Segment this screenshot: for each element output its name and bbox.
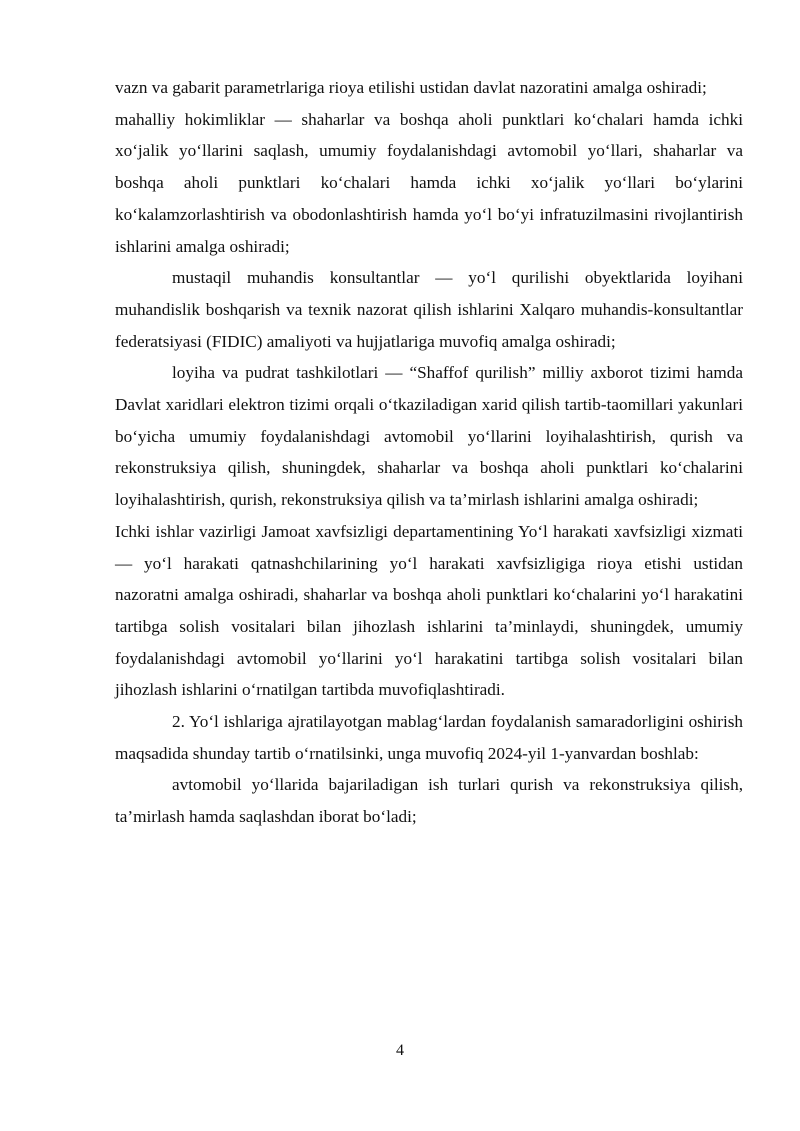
page-number: 4 — [396, 1042, 404, 1059]
paragraph-konsultantlar: mustaqil muhandis konsultantlar — yo‘l qurilishi obyektlarida loyihani muhandislik boshqarish va texnik nazorat qilish ishlarini Xalqaro muhandis-konsultantlar federatsiyasi (FIDIC) amaliyoti va hujjatlariga muvofiq amalga oshiradi; — [115, 268, 743, 351]
paragraph-hokimliklar: mahalliy hokimliklar — shaharlar va boshqa aholi punktlari ko‘chalari hamda ichki xo‘jalik yo‘llarini saqlash, umumiy foydalanishdagi avtomobil yo‘llari, shaharlar va boshqa aholi punktlari ko‘chalari hamda ichki xo‘jalik yo‘llari bo‘ylarini ko‘kalamzorlashtirish va obodonlashtirish hamda yo‘l bo‘yi infratuzilmasini rivojlantirish ishlarini amalga oshiradi; — [115, 109, 743, 256]
paragraph-ish-turlari: avtomobil yo‘llarida bajariladigan ish turlari qurish va rekonstruksiya qilish, ta’mirlash hamda saqlashdan iborat bo‘ladi; — [115, 775, 743, 827]
paragraph-pudrat: loyiha va pudrat tashkilotlari — “Shaffof qurilish” milliy axborot tizimi hamda Davlat xaridlari elektron tizimi orqali o‘tkaziladigan xarid qilish tartib-taomillari yakunlari bo‘yicha umumiy foydalanishdagi avtomobil yo‘llarini loyihalashtirish, qurish va rekonstruksiya qilish, shuningdek, shaharlar va boshqa aholi punktlari ko‘chalarini loyihalashtirish, qurish, rekonstruksiya qilish va ta’mirlash ishlarini amalga oshiradi; — [115, 363, 743, 510]
paragraph-ichki-ishlar: Ichki ishlar vazirligi Jamoat xavfsizligi departamentining Yo‘l harakati xavfsizligi xizmati — yo‘l harakati qatnashchilarining yo‘l harakati xavfsizligiga rioya etishi ustidan nazoratni amalga oshiradi, shaharlar va boshqa aholi punktlari ko‘chalarini yo‘l harakatini tartibga solish vositalari bilan jihozlash ishlarini ta’minlaydi, shuningdek, umumiy foydalanishdagi avtomobil yo‘llarini yo‘l harakatini tartibga solish vositalari bilan jihozlash ishlarini o‘rnatilgan tartibda muvofiqlashtiradi. — [115, 521, 743, 700]
document-page — [115, 72, 743, 833]
paragraph-vazn: vazn va gabarit parametrlariga rioya etilishi ustidan davlat nazoratini amalga oshiradi; — [115, 78, 707, 97]
paragraph-section-2: 2. Yo‘l ishlariga ajratilayotgan mablag‘lardan foydalanish samaradorligini oshirish maqsadida shunday tartib o‘rnatilsinki, unga muvofiq 2024-yil 1-yanvardan boshlab: — [115, 712, 743, 763]
